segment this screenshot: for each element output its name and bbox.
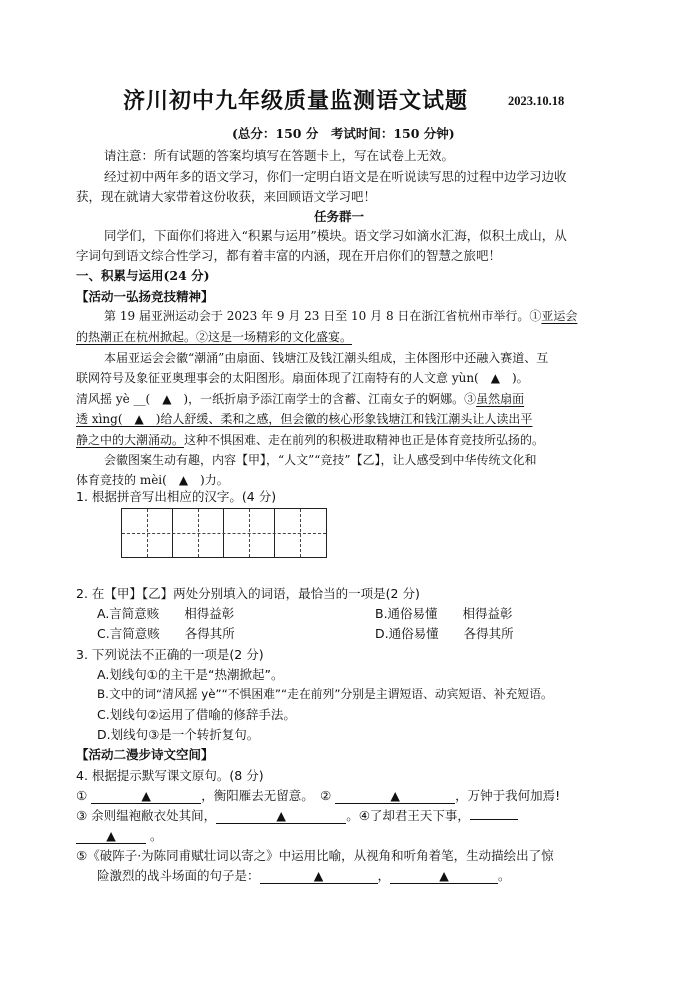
q4-line-1 [76,786,560,804]
q4-item-1-number: ① [76,788,88,803]
passage-p2-line5 [76,431,544,448]
passage-p3-line2: 体育竞技的 mèi( ▲ )力。 [76,473,229,487]
question-2: 2. 在【甲】【乙】两处分别填入的词语，最恰当的一项是(2 分) [76,586,420,601]
q4-line-4: ⑤《破阵子·为陈同甫赋壮词以寄之》中运用比喻，从视角和听角着笔，生动描绘出了惊 [76,848,554,863]
activity-1-heading: 【活动一弘扬竞技精神】 [76,289,214,304]
exam-subtitle: (总分：150 分 考试时间：150 分钟) [232,126,455,141]
q3-option-b: B.文中的词“清风摇 yè”“不惧困难”“走在前列”分别是主谓短语、动宾短语、补充短语。 [97,687,553,701]
q4-item-3-text: ③ 余则缊袍敝衣处其间， [76,808,217,823]
blank-marker: ▲ [276,808,286,823]
passage-p2-line4: 透 xìng( ▲ )给人舒缓、柔和之感，但会徽的核心形象钱塘江和钱江潮头让人读出平 [76,412,533,426]
passage-text: 第 19 届亚洲运动会于 2023 年 9 月 23 日至 10 月 8 日在浙江省杭州市举行。① [104,309,542,323]
answer-blank [91,788,201,804]
section-1-heading: 一、积累与运用(24 分) [76,268,210,283]
task-intro-line-2: 字词句到语文综合性学习，都有着丰富的内涵，现在开启你们的智慧之旅吧！ [76,248,502,263]
q4-line-5 [97,866,511,884]
answer-blank [335,788,455,804]
passage-text: 这种不惧困难、走在前列的积极进取精神也正是体育竞技所弘扬的。 [184,433,545,447]
q2-option-d: D.通俗易懂 各得其所 [375,626,514,641]
q4-item-2-text: ，万钟于我何加焉! [455,788,561,803]
q3-option-d: D.划线句③是一个转折复句。 [97,727,260,742]
passage-text: 清风摇 yè __( ▲ )，一纸折扇予添江南学士的含蓄、江南女子的婀娜。③ [76,392,477,406]
q2-option-c: C.言简意赅 各得其所 [97,626,235,641]
q3-option-a: A.划线句①的主干是“热潮掀起”。 [97,667,284,682]
answer-blank [76,828,146,844]
underlined-sentence-3: 虽然扇面 [476,392,525,406]
q3-option-c: C.划线句②运用了借喻的修辞手法。 [97,707,296,722]
q2-option-a: A.言简意赅 相得益彰 [97,606,235,621]
answer-blank [390,868,498,884]
q4-line-2 [76,806,518,824]
blank-marker: ▲ [141,788,152,803]
question-3: 3. 下列说法不正确的一项是(2 分) [76,647,264,662]
question-1: 1. 根据拼音写出相应的汉字。(4 分) [76,489,277,504]
underlined-sentence-1: 亚运会 [541,309,578,323]
question-4: 4. 根据提示默写课文原句。(8 分) [76,768,264,783]
task-group-heading: 任务群一 [314,209,365,224]
q4-item-5-end: 。 [498,868,511,883]
answer-blank [216,808,346,824]
blank-marker: ▲ [106,828,116,843]
underlined-sentence-2: ②这是一场精彩的文化盛宴。 [196,330,353,344]
q4-line-3 [76,826,163,844]
q4-item-4-end: 。 [149,828,163,843]
blank-marker: ▲ [313,868,324,883]
activity-2-heading: 【活动二漫步诗文空间】 [76,747,214,762]
q4-item-1-text: ，衡阳雁去无留意。 ② [201,788,332,803]
exam-date: 2023.10.18 [508,94,565,108]
blank-marker: ▲ [390,788,400,803]
q4-item-5-comma: ， [377,868,391,883]
answer-blank [260,868,378,884]
notice-text: 请注意：所有试题的答案均填写在答题卡上，写在试卷上无效。 [104,148,455,163]
passage-p2-line3 [76,390,524,407]
q4-item-4-text: 。④了却君王天下事， [346,808,470,823]
intro-line-2: 获，现在就请大家带着这份收获，来回顾语文学习吧！ [76,189,377,204]
blank-marker: ▲ [439,868,449,883]
task-intro-line-1: 同学们，下面你们将进入“积累与运用”模块。语文学习如滴水汇海，似积土成山，从 [104,228,567,243]
exam-title: 济川初中九年级质量监测语文试题 [123,88,469,114]
intro-line-1: 经过初中两年多的语文学习，你们一定明白语文是在听说读写思的过程中边学习边收 [104,169,567,184]
passage-p1-line1 [104,307,577,324]
grid-guide [122,533,326,534]
underlined-sentence-1-cont: 的热潮正在杭州掀起。 [76,330,197,344]
q4-item-5-text: 险激烈的战斗场面的句子是： [97,868,260,883]
passage-p1-line2 [76,328,352,345]
passage-p3-line1: 会徽图案生动有趣，内容【甲】，“人文”“竞技”【乙】，让人感受到中华传统文化和 [104,453,537,467]
passage-p2-line1: 本届亚运会会徽“潮涌”由扇面、钱塘江及钱江潮头组成，主体图形中还融入赛道、互 [104,351,549,365]
passage-p2-line2: 联网符号及象征亚奥理事会的太阳图形。扇面体现了江南特有的人文意 yùn( ▲ )。 [76,371,529,385]
answer-grid [121,508,327,558]
underlined-sentence-3-end: 静之中的大潮涌动。 [76,433,185,447]
answer-blank [470,819,518,820]
q2-option-b: B.通俗易懂 相得益彰 [375,606,513,621]
